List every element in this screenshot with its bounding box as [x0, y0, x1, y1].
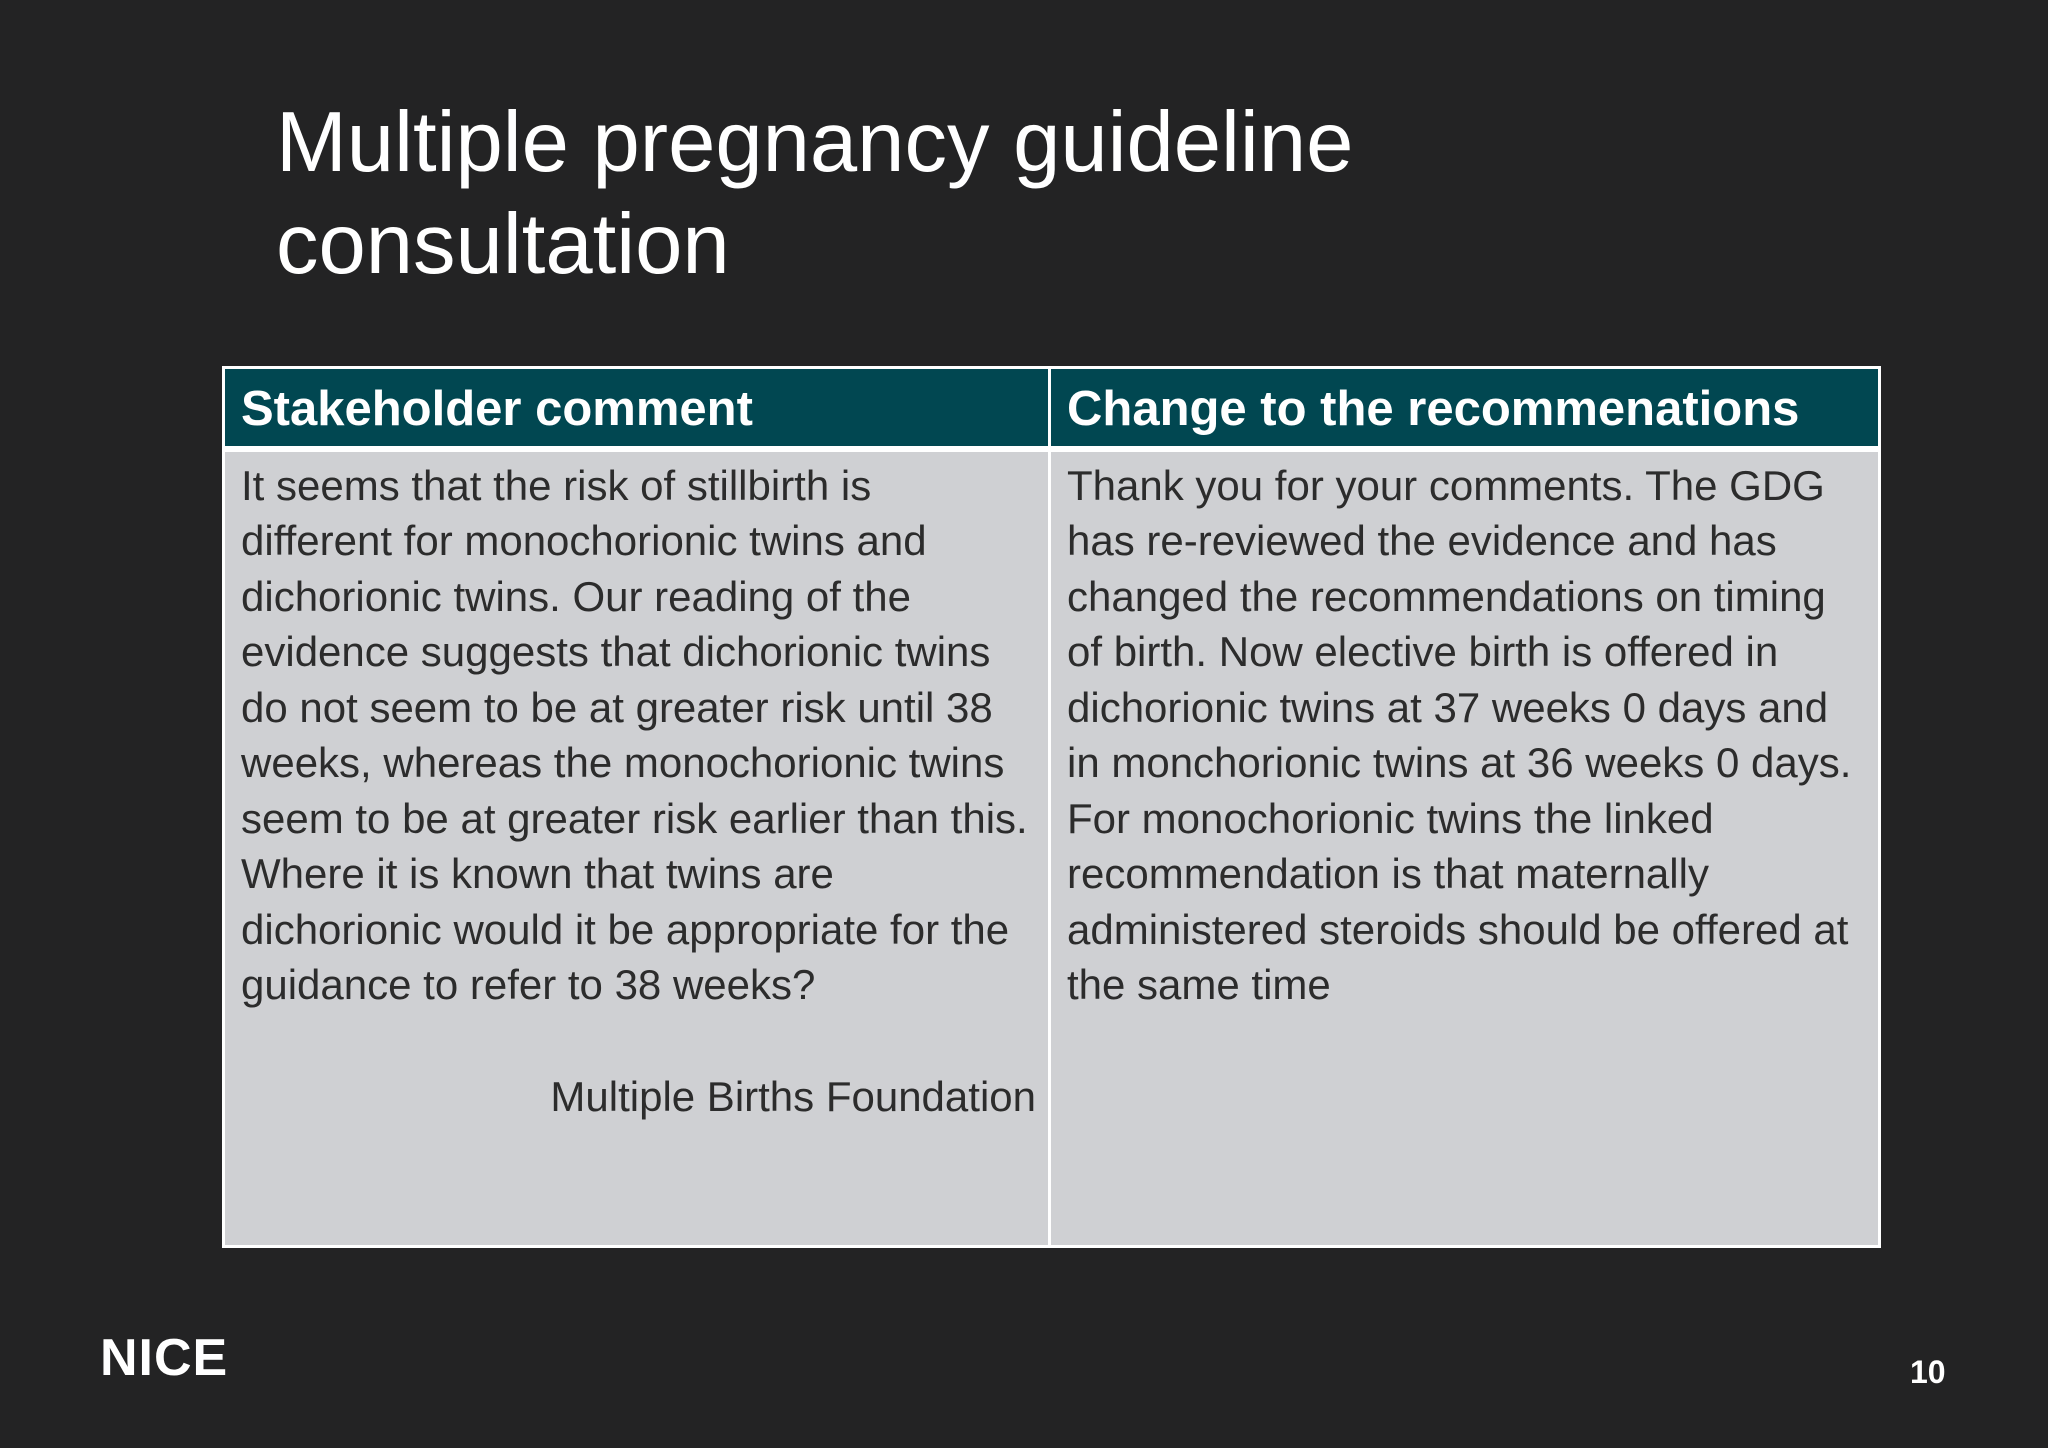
- table-header-row: [224, 368, 1880, 449]
- stakeholder-attribution: Multiple Births Foundation: [550, 1072, 1036, 1120]
- stakeholder-comment-cell: [224, 449, 1050, 1247]
- response-cell: [1050, 449, 1880, 1247]
- header-stakeholder-comment: Stakeholder comment: [224, 368, 1050, 449]
- stakeholder-comment-text: It seems that the risk of stillbirth is different for monochorionic twins and dichorionic twins. Our reading of the evidence suggests that dichorionic twins do not seem to be at greater risk until 38 weeks, whereas the monochorionic twins seem to be at greater risk earlier than this. Where it is known that twins are dichorionic would it be appropriate for the guidance to refer to 38 weeks?: [241, 461, 1028, 1008]
- page-number: 10: [1910, 1354, 1946, 1390]
- response-text: Thank you for your comments. The GDG has re-reviewed the evidence and has changed the recommendations on timing of birth. Now elective birth is offered in dichorionic twins at 37 weeks 0 days and in monchorionic twins at 36 weeks 0 days. For monochorionic twins the linked recommendation is that maternally administered steroids should be offered at the same time: [1067, 461, 1852, 1008]
- header-change-to-recommendations: Change to the recommenations: [1050, 368, 1880, 449]
- comments-table: [222, 366, 1881, 1248]
- slide-title: Multiple pregnancy guideline consultation: [276, 95, 1354, 292]
- nice-logo: NICE: [100, 1329, 229, 1387]
- table-row: [224, 449, 1880, 1247]
